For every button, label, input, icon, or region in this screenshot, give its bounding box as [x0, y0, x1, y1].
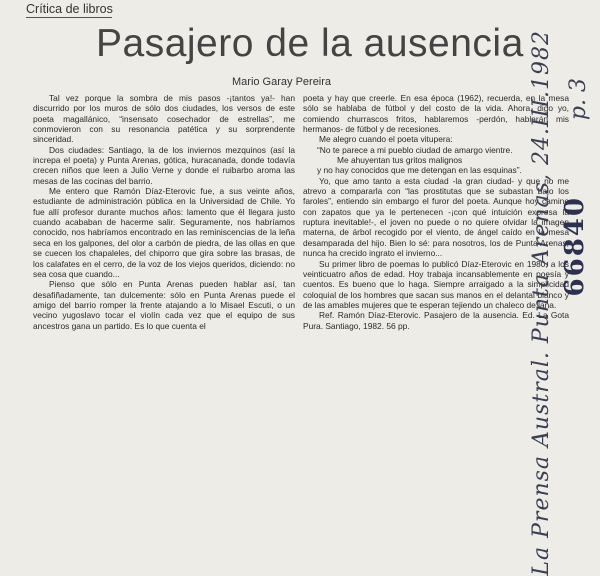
paragraph: Su primer libro de poemas lo publicó Díaz-Eterovic en 1980, a los veinticuatro años de edad. Hoy trabaja incansablemente en poesía y cuentos. Es bueno que lo haga. Siempre arraigado a la simplicidad coloquial de los hombres que sacan sus manos en el delantal blanco y de las amables mujeres que te esperan tejiendo un chaleco de lana.	[303, 258, 569, 310]
paragraph: Yo, que amo tanto a esta ciudad -la gran ciudad- y que no me atrevo a compararla con “las prostitutas que se subastan bajo los faroles”, entiendo sin embargo el furor del poeta. Aunque hoy camine con zapatos que ya le pertenecen -¡con qué intuición expresa la ruptura inevitable!-, el joven no puede o no quiere olvidar la imagen materna, de árbol recogido por el viento, de ángel caído en la mesa desamparada del hijo. Bien lo sé: para nosotros, los de Punta Arenas, nunca ha crecido ingrato el invierno...	[303, 175, 569, 259]
handwritten-archive-number: 66840	[560, 196, 590, 297]
section-rule	[26, 17, 112, 18]
paragraph: Pienso que sólo en Punta Arenas pueden hablar así, tan desafiñadamente, tan dulcemente: sólo en Punta Arenas puede el amigo del barrio romper la frente atajando a lo Misael Escuti, o un vecino yugoslavo tocar el violín cada vez que el equipo de sus ancestros gana un partido. Es lo que cuenta el	[33, 279, 295, 331]
article-byline: Mario Garay Pereira	[232, 76, 332, 88]
paragraph: poeta y hay que creerle. En esa época (1962), recuerda, en la mesa sólo se hablaba de fútbol y del costo de la vida. Ahora, digo yo, comiendo churrascos fritos, hablaremos -perdón, hablarán mis hermanos- de fútbol y de recesiones.	[303, 93, 569, 135]
verse-line: “No te parece a mi pueblo ciudad de amargo vientre.	[317, 144, 513, 155]
paragraph: Tal vez porque la sombra de mis pasos -¡tantos ya!- han discurrido por los muros de sólo dos ciudades, los versos de este poeta magallánico, “insensato cosechador de estrellas”, me conmovieron con su resonancia patética y su sorprendente sinceridad.	[33, 93, 295, 145]
reference: Ref. Ramón Díaz-Eterovic. Pasajero de la ausencia. Ed. La Gota Pura. Santiago, 1982. 56 pp.	[303, 310, 569, 331]
handwritten-page-number: p. 3	[566, 78, 591, 121]
verse-line: Me ahuyentan tus gritos malignos	[337, 155, 463, 166]
paragraph: Me alegro cuando el poeta vitupera:	[319, 134, 453, 145]
verse-line: y no hay conocidos que me detengan en las esquinas”.	[317, 165, 522, 176]
article-headline: Pasajero de la ausencia	[96, 22, 524, 65]
left-column	[33, 93, 295, 331]
paragraph: Me entero que Ramón Díaz-Eterovic fue, a sus veinte años, estudiante de administración pública en la Universidad de Chile. Yo fue allí profesor durante muchos años: lamento que él llegara justo cuando acababan de hacerme salir. Seguramente, nos habríamos conocido, nos habríamos encontrado en las reminiscencias de la leña seca en los galpones, del olor a carbón de piedra, de las ollas en que se cuecen los chapaleles, del chiporro que gira sobre las brasas, de los calafates en el cerro, de la voz de los viejos queridos, diciendo: no sea cosa que cuando...	[33, 186, 295, 279]
handwritten-source-note: La Prensa Austral. Punta Arenas, 24.III.1982	[529, 30, 554, 576]
paragraph: Dos ciudades: Santiago, la de los inviernos mezquinos (así la increpa el poeta) y Punta Arenas, gótica, huracanada, donde todavía crecen niños que leen a Julio Verne y donde el ruibarbo aroma las mesas de las cocinas del barrio.	[33, 144, 295, 186]
section-label: Crítica de libros	[26, 2, 113, 16]
